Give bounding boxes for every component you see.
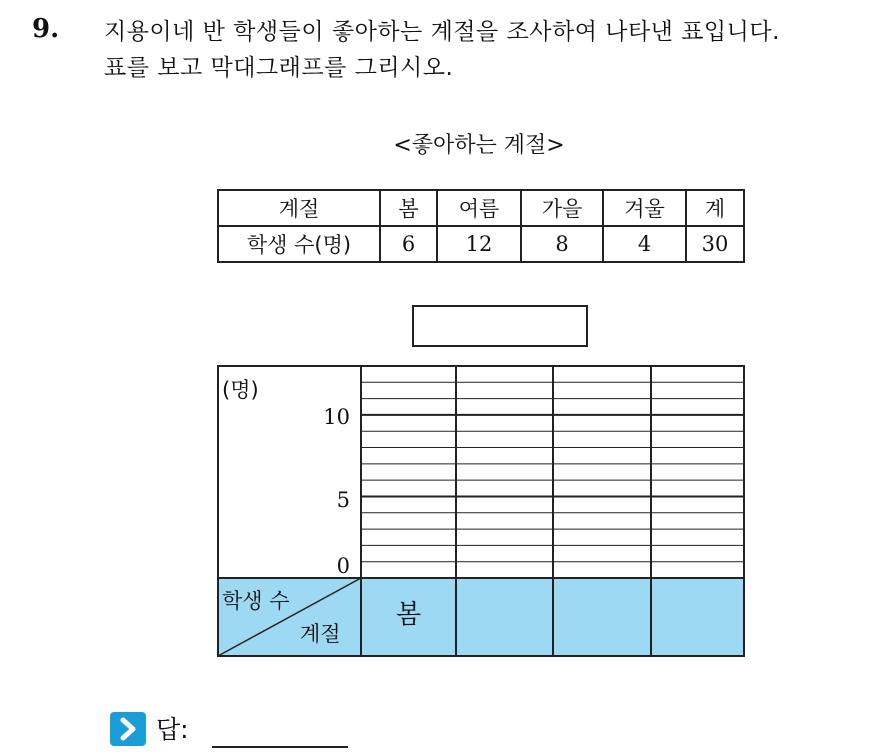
- question-text: [104, 14, 874, 86]
- table-row-count: [218, 226, 744, 262]
- table-cell-season: 여름: [437, 190, 521, 226]
- table-cell-count: 4: [603, 226, 686, 262]
- table-cell-season: 봄: [380, 190, 437, 226]
- table-cell-count: 30: [686, 226, 744, 262]
- table-cell-season: 겨울: [603, 190, 686, 226]
- table-cell-count: 12: [437, 226, 521, 262]
- answer-input-line[interactable]: [212, 746, 348, 748]
- category-label: 봄: [395, 600, 422, 630]
- graph-grid-svg: [217, 365, 745, 657]
- question-line-1: 지용이네 반 학생들이 좋아하는 계절을 조사하여 나타낸 표입니다.: [104, 19, 780, 45]
- question-line-2: 표를 보고 막대그래프를 그리시오.: [104, 55, 454, 81]
- y-tick-label: 10: [323, 405, 350, 429]
- table-row-season: [218, 190, 744, 226]
- table-cell-season: 가을: [521, 190, 603, 226]
- table-header-count: 학생 수(명): [218, 226, 380, 262]
- y-axis-unit: (명): [222, 378, 259, 402]
- table-title: <좋아하는 계절>: [393, 133, 565, 158]
- table-cell-season: 계: [686, 190, 744, 226]
- corner-label-students: 학생 수: [222, 589, 290, 613]
- season-table: [217, 189, 745, 263]
- question-number: 9.: [32, 14, 60, 44]
- answer-label: 답:: [156, 715, 189, 744]
- corner-label-season: 계절: [300, 622, 341, 646]
- chevron-right-icon: [110, 712, 146, 746]
- y-tick-label: 5: [336, 488, 350, 512]
- y-tick-label: 0: [336, 554, 350, 578]
- table-cell-count: 8: [521, 226, 603, 262]
- table-header-season: 계절: [218, 190, 380, 226]
- graph-title-blank[interactable]: [412, 305, 588, 347]
- bar-graph-grid: [217, 365, 745, 657]
- table-cell-count: 6: [380, 226, 437, 262]
